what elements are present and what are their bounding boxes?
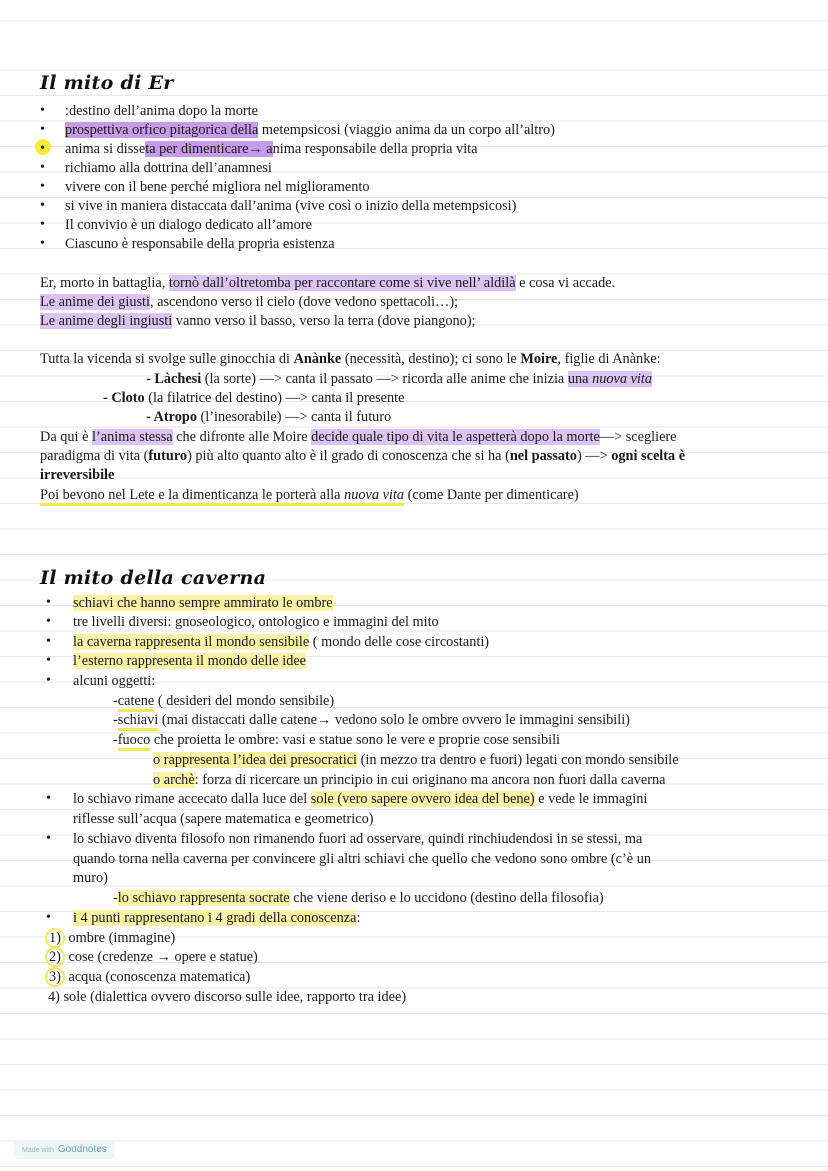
bold-term: irreversibile (40, 467, 115, 483)
paragraph (40, 428, 677, 446)
list-item (65, 121, 555, 139)
highlight-yellow: i 4 punti rappresentano i 4 gradi della conoscenza (73, 910, 357, 926)
bold-term: Anànke (293, 351, 342, 367)
text: : forza di ricercare un principio in cui originano ma ancora non fuori dalla caverna (194, 772, 666, 788)
bold-term: - Atropo (146, 409, 197, 425)
text: Poi bevono nel Lete e la dimenticanza le porterà alla (40, 487, 345, 503)
bold-term: - Cloto (103, 390, 145, 406)
highlight-yellow: lo schiavo rappresenta socrate (117, 890, 290, 906)
text: che difronte alle Moire (172, 429, 312, 445)
text: , figlie di Anànke: (557, 351, 661, 367)
list-item: Il convivio è un dialogo dedicato all’amore (65, 217, 312, 233)
moira-lachesi (146, 370, 652, 388)
list-item (73, 652, 306, 670)
text: - (113, 712, 118, 728)
bullet-dot: • (40, 179, 45, 194)
text: ) più alto quanto alto è il grado di conoscenza che si ha ( (187, 448, 510, 464)
text: (in mezzo tra dentro e fuori) legati con mondo sensibile (357, 752, 679, 768)
text: paradigma di vita ( (40, 448, 149, 464)
highlight-purple: ta per dimenticare→ a (145, 141, 273, 157)
highlight-purple: prospettiva orfico pitagorica della (65, 122, 259, 138)
text: —> scegliere (599, 429, 677, 445)
list-item (65, 140, 478, 158)
bullet-dot: • (40, 217, 45, 232)
highlight-yellow: o archè (153, 772, 195, 788)
bullet-dot: • (40, 122, 45, 137)
text: (l’inesorabile) —> canta il futuro (196, 409, 392, 425)
list-item: alcuni oggetti: (73, 673, 156, 689)
text: metempsicosi (viaggio anima da un corpo all’altro) (258, 122, 555, 138)
paragraph (40, 447, 685, 465)
text: ( mondo delle cose circostanti) (309, 634, 490, 650)
text: cose (credenze → opere e statue) (64, 949, 258, 965)
sub-item (113, 711, 630, 729)
sub-item (113, 889, 604, 907)
text: Da qui è (40, 429, 93, 445)
text: (necessità, destino); ci sono le (341, 351, 521, 367)
paragraph (40, 293, 458, 311)
list-item (73, 790, 647, 808)
text: - (113, 890, 118, 906)
moira-atropo (146, 408, 391, 426)
underline-yellow (40, 487, 404, 506)
numbered-item (48, 948, 258, 966)
text: Tutta la vicenda si svolge sulle ginocchia di (40, 351, 294, 367)
list-item: lo schiavo diventa filosofo non rimanendo fuori ad osservare, quindi rinchiudendosi in se stessi, ma (73, 831, 643, 847)
list-item (73, 633, 489, 651)
bold-term: - Làchesi (146, 371, 202, 387)
section-title-caverna: Il mito della caverna (40, 567, 267, 589)
bullet-dot: • (46, 595, 51, 610)
bullet-dot: • (46, 831, 51, 846)
text: (la sorte) —> canta il passato —> ricorda alle anime che inizia (201, 371, 568, 387)
text: che viene deriso e lo uccidono (destino della filosofia) (289, 890, 604, 906)
list-item: Ciascuno è responsabile della propria esistenza (65, 236, 335, 252)
highlight-yellow: la caverna rappresenta il mondo sensibile (73, 634, 310, 650)
highlight-yellow: l’esterno rappresenta il mondo delle idee (73, 653, 307, 669)
bullet-dot: • (40, 198, 45, 213)
bold-term: ogni scelta è (611, 448, 686, 464)
numbered-item (48, 929, 175, 947)
text: , ascendono verso il cielo (dove vedono spettacoli…); (149, 294, 459, 310)
bullet-dot: • (40, 103, 45, 118)
paragraph (40, 486, 579, 504)
list-item-continuation: quando torna nella caverna per convincere gli altri schiavi che quello che vedono sono ombre (c’è un (73, 851, 651, 867)
underline-yellow: catene (118, 693, 155, 712)
list-item (73, 909, 360, 927)
bold-term: nel passato (509, 448, 577, 464)
list-item: :destino dell’anima dopo la morte (65, 103, 258, 119)
text: lo schiavo rimane accecato dalla luce del (73, 791, 311, 807)
text: nima responsabile della propria vita (272, 141, 478, 157)
bullet-dot: • (46, 653, 51, 668)
text: acqua (conoscenza matematica) (64, 969, 251, 985)
text: e cosa vi accade. (515, 275, 616, 291)
highlight-purple: Le anime degli ingiusti (40, 313, 173, 329)
highlight-yellow: schiavi che hanno sempre ammirato le ombre (73, 595, 333, 611)
text: Er, morto in battaglia, (40, 275, 169, 291)
highlight-purple (568, 371, 652, 387)
bullet-dot: • (46, 791, 51, 806)
highlight-yellow: o rappresenta l’idea dei presocratici (153, 752, 358, 768)
text: ) —> (576, 448, 612, 464)
bullet-dot: • (40, 141, 45, 156)
list-item: tre livelli diversi: gnoseologico, ontologico e immagini del mito (73, 614, 439, 630)
sub-item (113, 692, 334, 710)
paragraph (40, 466, 114, 484)
sub-item (113, 731, 560, 749)
italic-term: nuova vita (344, 487, 405, 503)
text: (la filatrice del destino) —> canta il presente (144, 390, 405, 406)
list-item-continuation: riflesse sull’acqua (sapere matematica e geometrico) (73, 811, 374, 827)
underline-yellow: schiavi (118, 712, 159, 731)
list-item: vivere con il bene perché migliora nel miglioramento (65, 179, 370, 195)
text: (mai distaccati dalle catene→ vedono solo le ombre ovvero le immagini sensibili) (158, 712, 630, 728)
text: ombre (immagine) (64, 930, 176, 946)
bullet-dot: • (46, 910, 51, 925)
highlight-yellow: sole (vero sapere ovvero idea del bene) (310, 791, 535, 807)
text: - (113, 693, 118, 709)
paragraph (40, 312, 476, 330)
bullet-dot: • (46, 673, 51, 688)
paragraph (40, 350, 661, 368)
list-item-continuation: muro) (73, 870, 108, 886)
numbered-item (48, 968, 250, 986)
circled-number: 2) (45, 947, 65, 967)
text: anima si disse (65, 141, 146, 157)
circled-number: 1) (45, 928, 65, 948)
list-item: richiamo alla dottrina dell’anamnesi (65, 160, 272, 176)
highlight-purple: tornò dall’oltretomba per raccontare come si vive nell’ aldilà (168, 275, 516, 291)
sub-sub-item (153, 751, 679, 769)
bold-term: Moire (520, 351, 558, 367)
highlight-purple: l’anima stessa (92, 429, 173, 445)
sub-sub-item (153, 771, 665, 789)
bullet-dot: • (40, 236, 45, 251)
text: : (356, 910, 361, 926)
bullet-dot: • (46, 614, 51, 629)
made-with-badge (14, 1141, 115, 1159)
highlight-purple: Le anime dei giusti (40, 294, 150, 310)
highlight-purple: decide quale tipo di vita le aspetterà dopo la morte (311, 429, 600, 445)
text: vanno verso il basso, verso la terra (dove piangono); (172, 313, 476, 329)
text: una (567, 371, 593, 387)
text: - (113, 732, 118, 748)
list-item: si vive in maniera distaccata dall’anima (vive così o inizio della metempsicosi) (65, 198, 517, 214)
text: (come Dante per dimenticare) (404, 487, 579, 503)
paragraph (40, 274, 615, 292)
list-item (73, 594, 333, 612)
circled-number: 3) (45, 967, 65, 987)
moira-cloto (103, 389, 404, 407)
made-with-label: Made with (22, 1147, 54, 1154)
section-title-er: Il mito di Er (40, 72, 174, 94)
bold-term: futuro (148, 448, 188, 464)
text: che proietta le ombre: vasi e statue sono le vere e proprie cose sensibili (150, 732, 561, 748)
italic-term: nuova vita (592, 371, 653, 387)
text: e vede le immagini (534, 791, 648, 807)
bullet-dot: • (40, 160, 45, 175)
underline-yellow: fuoco (118, 732, 151, 751)
brand-label: Goodnotes (57, 1144, 107, 1155)
text: ( desideri del mondo sensibile) (154, 693, 335, 709)
bullet-dot: • (46, 634, 51, 649)
numbered-item: 4) sole (dialettica ovvero discorso sulle idee, rapporto tra idee) (48, 989, 407, 1005)
